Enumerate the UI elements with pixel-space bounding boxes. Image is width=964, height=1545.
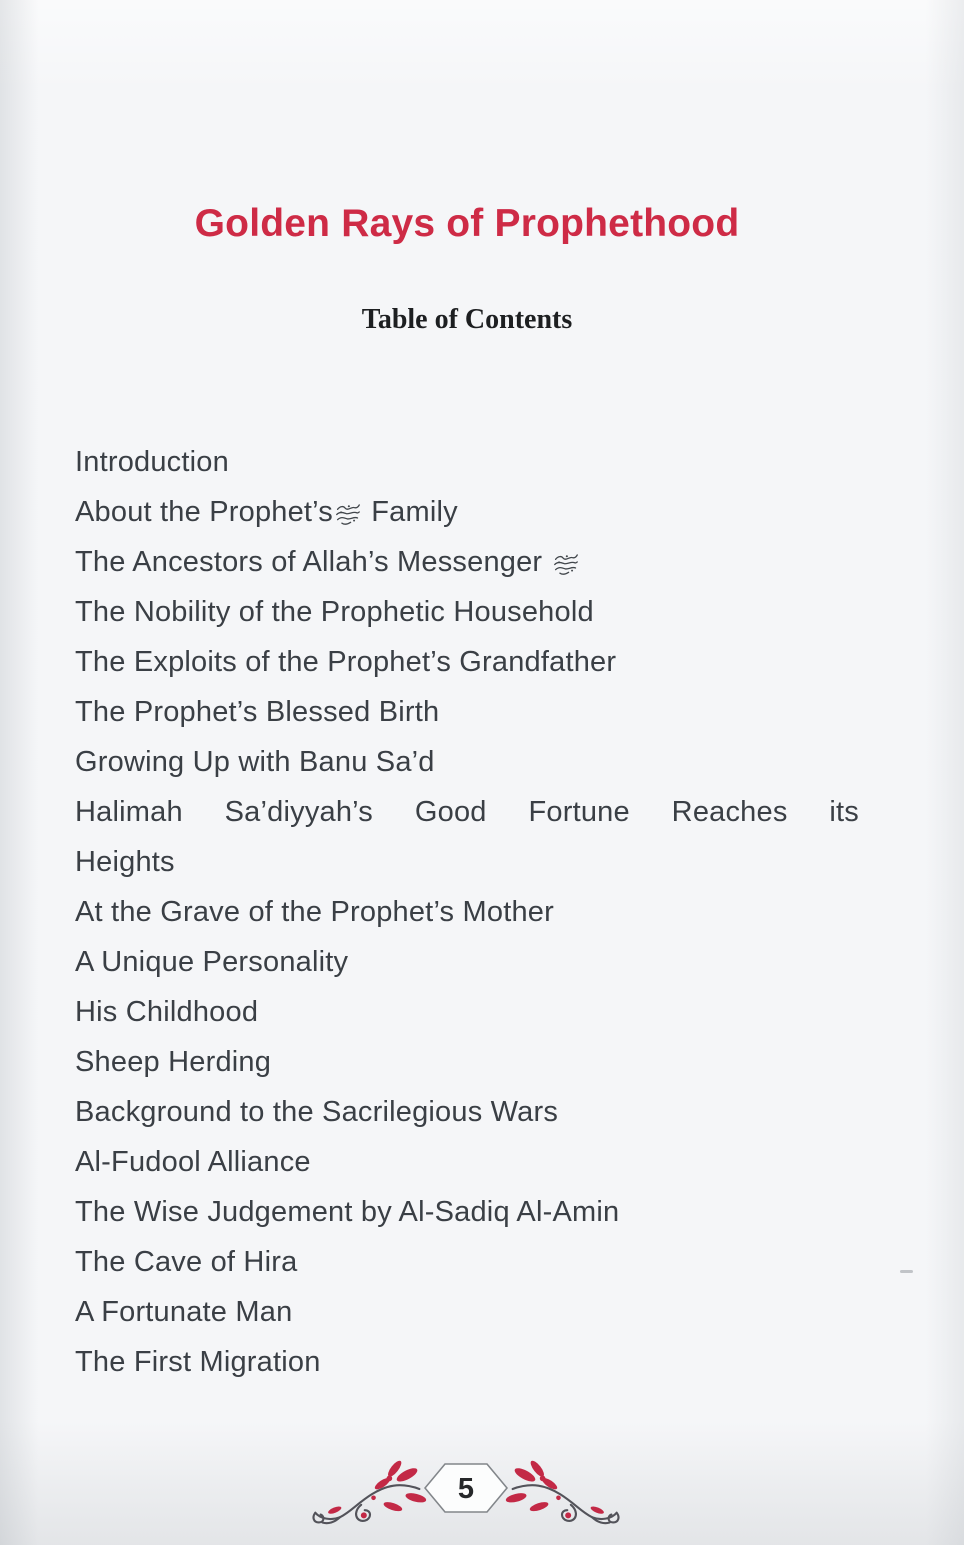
toc-line: The Prophet’s Blessed Birth <box>75 696 440 728</box>
toc-item <box>75 987 859 1037</box>
toc-item <box>75 437 859 487</box>
toc-item <box>75 1037 859 1087</box>
toc-item <box>75 687 859 737</box>
toc-line: The First Migration <box>75 1346 321 1378</box>
toc-line: Heights <box>75 846 175 878</box>
scan-artifact <box>900 1270 913 1273</box>
toc-line: Halimah Sa’diyyah’s Good Fortune Reaches its <box>75 796 859 828</box>
toc-item <box>75 787 859 887</box>
toc-item <box>75 537 859 587</box>
toc-item <box>75 737 859 787</box>
page-title: Golden Rays of Prophethood <box>194 202 740 245</box>
toc-item <box>75 487 859 537</box>
toc-item <box>75 587 859 637</box>
toc-line: Growing Up with Banu Sa’d <box>75 746 435 778</box>
toc-item <box>75 1137 859 1187</box>
toc-line: Introduction <box>75 446 229 478</box>
toc-line: The Cave of Hira <box>75 1246 298 1278</box>
toc-heading: Table of Contents <box>361 304 573 335</box>
toc-line: The Exploits of the Prophet’s Grandfather <box>75 646 617 678</box>
toc-line: About the Prophet’s Family <box>75 496 458 528</box>
toc-line: The Wise Judgement by Al-Sadiq Al-Amin <box>75 1196 620 1228</box>
toc-item <box>75 887 859 937</box>
toc-list <box>75 437 859 1387</box>
saw-honorific-icon <box>335 503 361 526</box>
page-number-badge <box>424 1463 508 1513</box>
flourish-left-icon <box>308 1459 432 1526</box>
toc-line: Sheep Herding <box>75 1046 272 1078</box>
toc-item <box>75 1287 859 1337</box>
toc-item <box>75 1337 859 1387</box>
toc-line: His Childhood <box>75 996 259 1028</box>
flourish-right-icon <box>500 1459 624 1526</box>
toc-line: The Ancestors of Allah’s Messenger <box>75 537 859 587</box>
toc-line: A Unique Personality <box>75 946 349 978</box>
saw-honorific-icon <box>553 553 579 576</box>
toc-item <box>75 1187 859 1237</box>
toc-line: A Fortunate Man <box>75 1296 293 1328</box>
toc-line: The Nobility of the Prophetic Household <box>75 596 594 628</box>
toc-item <box>75 1087 859 1137</box>
toc-item <box>75 1237 859 1287</box>
toc-line: At the Grave of the Prophet’s Mother <box>75 896 554 928</box>
footer-ornament <box>308 1449 624 1526</box>
toc-item <box>75 937 859 987</box>
toc-line: Al-Fudool Alliance <box>75 1146 311 1178</box>
page-number: 5 <box>457 1472 475 1505</box>
toc-item <box>75 637 859 687</box>
toc-line: Background to the Sacrilegious Wars <box>75 1096 559 1128</box>
